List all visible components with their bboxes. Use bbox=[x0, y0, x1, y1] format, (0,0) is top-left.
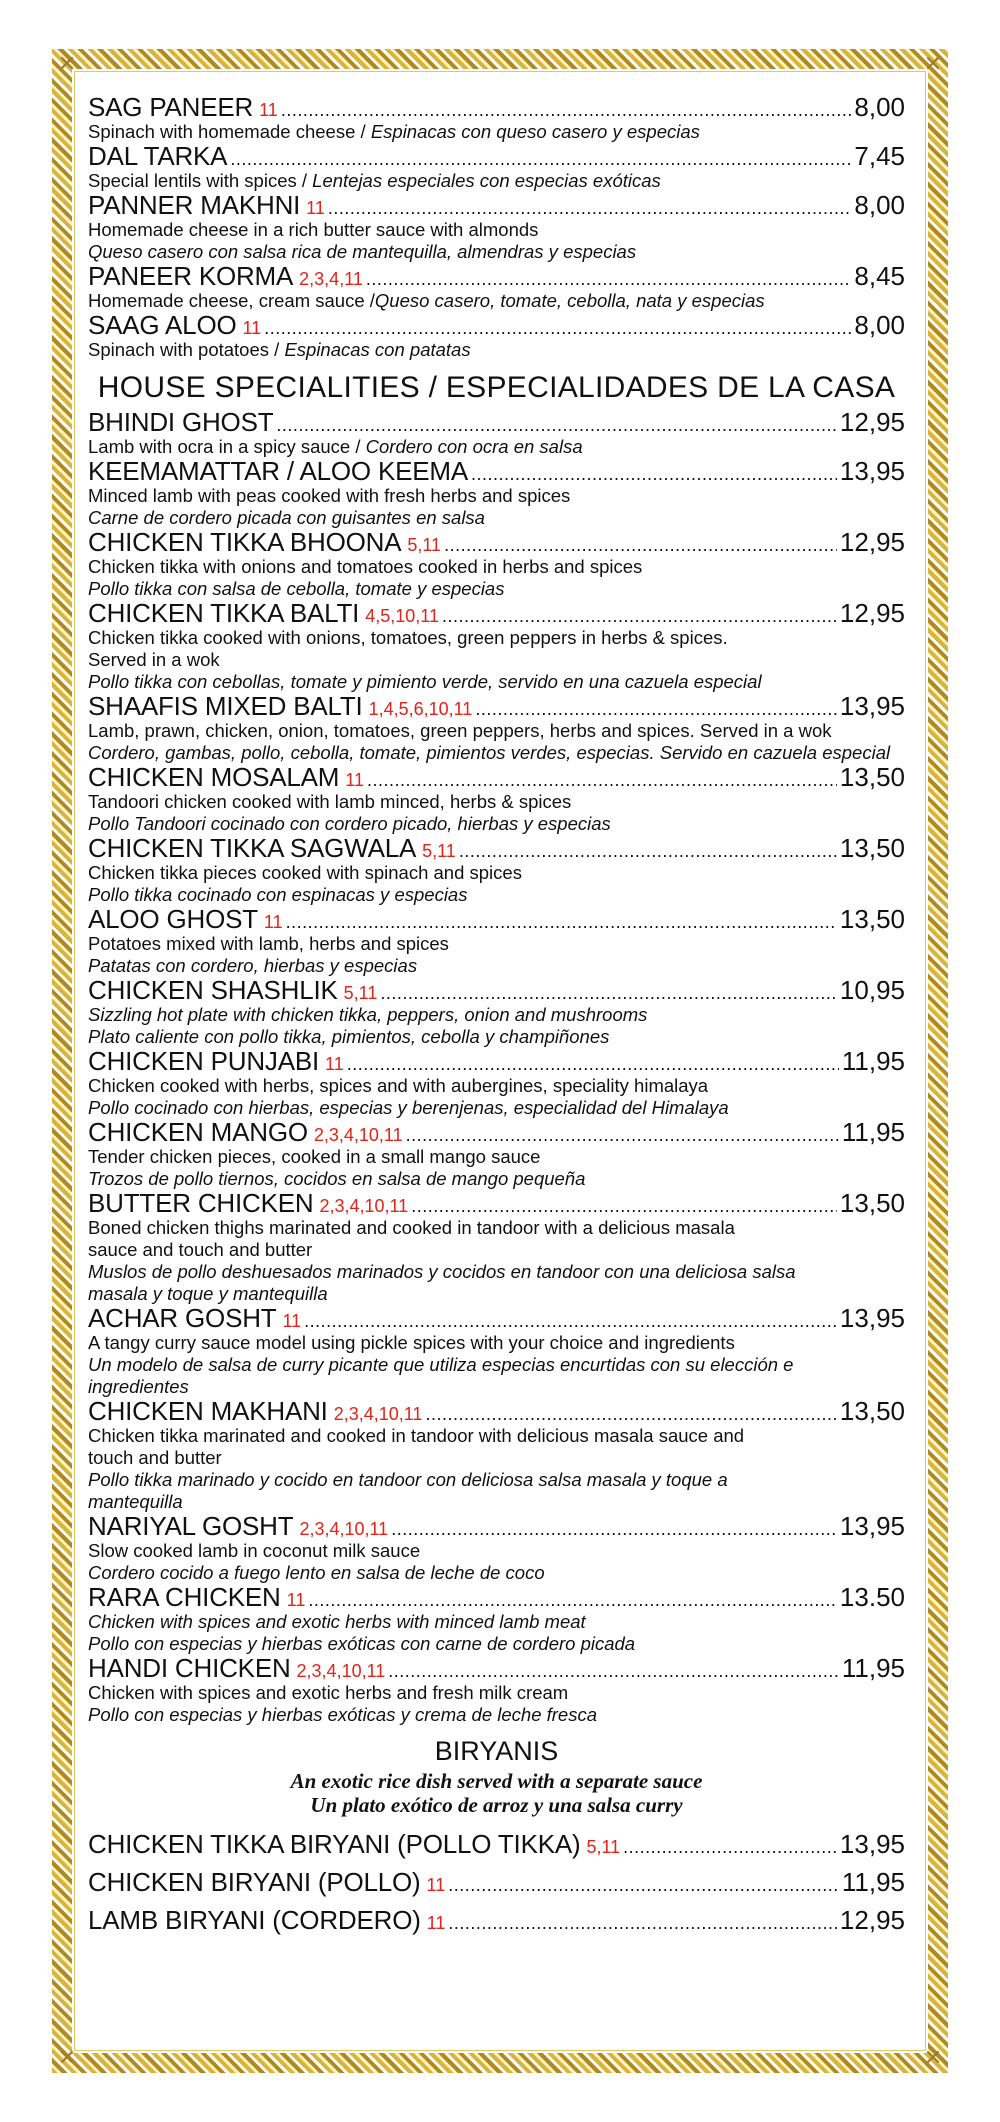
menu-item bbox=[88, 1863, 905, 1901]
dish-description bbox=[88, 339, 905, 361]
section-heading-house-specialities: HOUSE SPECIALITIES / ESPECIALIDADES DE LA CASA bbox=[97, 371, 896, 404]
description-en: Chicken tikka with onions and tomatoes cooked in herbs and spices bbox=[88, 556, 643, 577]
dish-description bbox=[88, 578, 905, 600]
dish-description bbox=[88, 1004, 905, 1026]
allergen-codes: 2,3,4,10,11 bbox=[299, 1519, 389, 1539]
dot-leader bbox=[448, 1866, 839, 1904]
dish-price: 8,45 bbox=[854, 261, 905, 291]
description-es: Queso casero con salsa rica de mantequilla, almendras y especias bbox=[88, 241, 637, 262]
dish-description bbox=[88, 436, 905, 458]
menu-item-line bbox=[88, 693, 905, 720]
dish-description bbox=[88, 1682, 905, 1704]
menu-item bbox=[88, 1398, 905, 1513]
description-es: Plato caliente con pollo tikka, pimientos, cebolla y champiñones bbox=[88, 1026, 610, 1047]
description-es: Muslos de pollo deshuesados marinados y cocidos en tandoor con una deliciosa salsa bbox=[88, 1261, 796, 1282]
menu-item-line bbox=[88, 192, 905, 219]
description-es: Carne de cordero picada con guisantes en salsa bbox=[88, 507, 485, 528]
menu-item bbox=[88, 600, 905, 693]
allergen-codes: 11 bbox=[306, 198, 325, 218]
description-en: Boned chicken thighs marinated and cooked in tandoor with a delicious masala bbox=[88, 1217, 735, 1238]
dot-leader bbox=[380, 980, 837, 1007]
menu-item-line bbox=[88, 977, 905, 1004]
dot-leader bbox=[366, 266, 852, 293]
description-en: Special lentils with spices / bbox=[88, 170, 313, 191]
description-es: Espinacas con patatas bbox=[284, 339, 471, 360]
menu-item bbox=[88, 409, 905, 458]
dot-leader bbox=[347, 1051, 839, 1078]
menu-item-line bbox=[88, 1305, 905, 1332]
allergen-codes: 11 bbox=[286, 1590, 306, 1610]
dish-description bbox=[88, 485, 905, 507]
dish-name: NARIYAL GOSHT bbox=[88, 1511, 294, 1541]
description-en: Served in a wok bbox=[88, 649, 220, 670]
dish-price: 12,95 bbox=[839, 527, 905, 557]
dish-description bbox=[88, 1633, 905, 1655]
dish-description bbox=[88, 862, 905, 884]
description-en: Tandoori chicken cooked with lamb minced, herbs & spices bbox=[88, 791, 572, 812]
menu-item bbox=[88, 458, 905, 529]
dish-description bbox=[88, 170, 905, 192]
dish-name: PANEER KORMA bbox=[88, 261, 294, 291]
dish-description bbox=[88, 121, 905, 143]
menu-item-line bbox=[88, 1825, 905, 1863]
menu-item-line bbox=[88, 1584, 905, 1611]
dish-description bbox=[88, 219, 905, 241]
dish-description bbox=[88, 1447, 905, 1469]
dish-name: HANDI CHICKEN bbox=[88, 1653, 291, 1683]
dish-description bbox=[88, 1261, 905, 1283]
dish-description bbox=[88, 241, 905, 263]
menu-item-line bbox=[88, 94, 905, 121]
menu-item bbox=[88, 529, 905, 600]
dish-name: CHICKEN TIKKA SAGWALA bbox=[88, 833, 417, 863]
dish-description bbox=[88, 813, 905, 835]
dot-leader bbox=[367, 767, 837, 794]
dish-price: 10,95 bbox=[839, 975, 905, 1005]
description-en: Homemade cheese, cream sauce / bbox=[88, 290, 375, 311]
dish-description bbox=[88, 507, 905, 529]
dish-price: 13,50 bbox=[839, 904, 905, 934]
menu-item-line bbox=[88, 1513, 905, 1540]
dish-description bbox=[88, 1332, 905, 1354]
dish-price: 11,95 bbox=[841, 1117, 905, 1147]
menu-content bbox=[88, 94, 905, 1939]
menu-item bbox=[88, 1048, 905, 1119]
allergen-codes: 2,3,4,10,11 bbox=[333, 1404, 423, 1424]
dish-price: 12,95 bbox=[839, 407, 905, 437]
menu-item-line bbox=[88, 1398, 905, 1425]
dish-description bbox=[88, 1469, 905, 1491]
description-es: Pollo tikka con salsa de cebolla, tomate y especias bbox=[88, 578, 505, 599]
menu-item-line bbox=[88, 764, 905, 791]
description-en: Chicken tikka cooked with onions, tomatoes, green peppers in herbs & spices. bbox=[88, 627, 728, 648]
dish-description bbox=[88, 884, 905, 906]
description-en: Chicken cooked with herbs, spices and with aubergines, speciality himalaya bbox=[88, 1075, 709, 1096]
dot-leader bbox=[388, 1658, 839, 1685]
allergen-codes: 4,5,10,11 bbox=[365, 606, 439, 626]
menu-item-line bbox=[88, 1863, 905, 1901]
description-es: ingredientes bbox=[88, 1376, 189, 1397]
dish-description bbox=[88, 649, 905, 671]
description-es: Pollo tikka cocinado con espinacas y especias bbox=[88, 884, 468, 905]
dish-price: 7,45 bbox=[854, 141, 905, 171]
allergen-codes: 5,11 bbox=[586, 1837, 621, 1857]
dish-name: CHICKEN MOSALAM bbox=[88, 762, 340, 792]
description-en: Lamb with ocra in a spicy sauce / bbox=[88, 436, 366, 457]
dot-leader bbox=[264, 315, 851, 342]
allergen-codes: 2,3,4,10,11 bbox=[319, 1196, 409, 1216]
description-en: Slow cooked lamb in coconut milk sauce bbox=[88, 1540, 421, 1561]
dish-name: CHICKEN TIKKA BHOONA bbox=[88, 527, 402, 557]
menu-item-line bbox=[88, 1901, 905, 1939]
menu-item bbox=[88, 977, 905, 1048]
dish-description bbox=[88, 1425, 905, 1447]
dish-name: ALOO GHOST bbox=[88, 904, 258, 934]
biryanis-list bbox=[88, 1825, 905, 1939]
menu-item bbox=[88, 906, 905, 977]
dish-name: CHICKEN SHASHLIK bbox=[88, 975, 338, 1005]
description-es: masala y toque y mantequilla bbox=[88, 1283, 328, 1304]
description-es: Lentejas especiales con especias exóticas bbox=[312, 170, 661, 191]
dish-description bbox=[88, 791, 905, 813]
dot-leader bbox=[281, 97, 852, 124]
dish-description bbox=[88, 1283, 905, 1305]
dish-name: CHICKEN PUNJABI bbox=[88, 1046, 320, 1076]
description-es: Trozos de pollo tiernos, cocidos en salsa de mango pequeña bbox=[88, 1168, 586, 1189]
description-es: Pollo tikka marinado y cocido en tandoor con deliciosa salsa masala y toque a bbox=[88, 1469, 728, 1490]
dish-price: 8,00 bbox=[854, 190, 905, 220]
corner-ornament-icon: ✕ bbox=[923, 2045, 943, 2070]
dot-leader bbox=[444, 532, 837, 559]
dish-description bbox=[88, 1168, 905, 1190]
dish-description bbox=[88, 1239, 905, 1261]
menu-item bbox=[88, 693, 905, 764]
menu-item-line bbox=[88, 529, 905, 556]
description-es: Pollo cocinado con hierbas, especias y berenjenas, especialidad del Himalaya bbox=[88, 1097, 729, 1118]
dish-description bbox=[88, 1097, 905, 1119]
dish-price: 11,95 bbox=[841, 1653, 905, 1683]
biryanis-subtitle-es: Un plato exótico de arroz y una salsa curry bbox=[310, 1793, 683, 1817]
section-heading-biryanis: BIRYANIS bbox=[434, 1736, 559, 1766]
dish-price: 13.50 bbox=[839, 1582, 905, 1612]
description-en: sauce and touch and butter bbox=[88, 1239, 313, 1260]
dish-name: SAAG ALOO bbox=[88, 310, 237, 340]
dot-leader bbox=[442, 603, 837, 630]
dish-name: CHICKEN MAKHANI bbox=[88, 1396, 328, 1426]
dish-name: LAMB BIRYANI (CORDERO) bbox=[88, 1905, 421, 1935]
description-en: Potatoes mixed with lamb, herbs and spices bbox=[88, 933, 449, 954]
dish-name: CHICKEN BIRYANI (POLLO) bbox=[88, 1867, 421, 1897]
allergen-codes: 11 bbox=[325, 1054, 344, 1074]
dish-name: KEEMAMATTAR / ALOO KEEMA bbox=[88, 456, 468, 486]
menu-item-line bbox=[88, 458, 905, 485]
dot-leader bbox=[623, 1828, 837, 1866]
dish-description bbox=[88, 1491, 905, 1513]
dot-leader bbox=[286, 909, 837, 936]
description-es: mantequilla bbox=[88, 1491, 183, 1512]
dot-leader bbox=[304, 1308, 837, 1335]
allergen-codes: 5,11 bbox=[422, 841, 456, 861]
description-en: Lamb, prawn, chicken, onion, tomatoes, green peppers, herbs and spices. Served in a wok bbox=[88, 720, 832, 741]
dish-price: 13,95 bbox=[839, 1511, 905, 1541]
description-es: Cordero con ocra en salsa bbox=[365, 436, 583, 457]
allergen-codes: 2,3,4,10,11 bbox=[296, 1661, 386, 1681]
menu-item bbox=[88, 1119, 905, 1190]
biryanis-subtitle-en: An exotic rice dish served with a separate sauce bbox=[290, 1769, 703, 1793]
dish-name: CHICKEN TIKKA BIRYANI (POLLO TIKKA) bbox=[88, 1829, 581, 1859]
dish-description bbox=[88, 1376, 905, 1398]
dish-description bbox=[88, 933, 905, 955]
dot-leader bbox=[459, 838, 837, 865]
dish-description bbox=[88, 1354, 905, 1376]
allergen-codes: 2,3,4,10,11 bbox=[313, 1125, 403, 1145]
menu-item bbox=[88, 94, 905, 143]
dish-description bbox=[88, 955, 905, 977]
menu-item bbox=[88, 312, 905, 361]
dot-leader bbox=[328, 195, 852, 222]
menu-item-line bbox=[88, 409, 905, 436]
allergen-codes: 11 bbox=[242, 318, 262, 338]
menu-item-line bbox=[88, 1119, 905, 1146]
dish-description bbox=[88, 1146, 905, 1168]
menu-item bbox=[88, 1305, 905, 1398]
dish-description bbox=[88, 1026, 905, 1048]
description-es: Cordero cocido a fuego lento en salsa de leche de coco bbox=[88, 1562, 545, 1583]
menu-item bbox=[88, 1901, 905, 1939]
dish-description bbox=[88, 1562, 905, 1584]
description-en: Spinach with homemade cheese / bbox=[88, 121, 371, 142]
dish-price: 8,00 bbox=[854, 92, 905, 122]
corner-ornament-icon: ✕ bbox=[57, 51, 77, 76]
menu-item bbox=[88, 1584, 905, 1655]
dish-price: 13,50 bbox=[839, 1396, 905, 1426]
dish-price: 11,95 bbox=[841, 1867, 905, 1897]
dish-price: 13,50 bbox=[839, 1188, 905, 1218]
dish-price: 8,00 bbox=[854, 310, 905, 340]
dish-price: 13,95 bbox=[839, 456, 905, 486]
corner-ornament-icon: ✕ bbox=[923, 51, 943, 76]
dot-leader bbox=[308, 1587, 837, 1614]
dish-price: 12,95 bbox=[839, 1905, 905, 1935]
dot-leader bbox=[471, 461, 837, 488]
allergen-codes: 5,11 bbox=[407, 535, 442, 555]
dish-description bbox=[88, 671, 905, 693]
description-es: Patatas con cordero, hierbas y especias bbox=[88, 955, 418, 976]
description-es: Pollo con especias y hierbas exóticas con carne de cordero picada bbox=[88, 1633, 636, 1654]
dish-name: CHICKEN TIKKA BALTI bbox=[88, 598, 360, 628]
dish-description bbox=[88, 1540, 905, 1562]
dish-description bbox=[88, 627, 905, 649]
dish-name: SHAAFIS MIXED BALTI bbox=[88, 691, 363, 721]
dish-price: 13,95 bbox=[839, 1829, 905, 1859]
menu-item bbox=[88, 143, 905, 192]
allergen-codes: 2,3,4,11 bbox=[299, 269, 363, 289]
dish-price: 13,95 bbox=[839, 1303, 905, 1333]
description-en: Chicken tikka pieces cooked with spinach and spices bbox=[88, 862, 522, 883]
description-en: Minced lamb with peas cooked with fresh herbs and spices bbox=[88, 485, 571, 506]
dot-leader bbox=[230, 146, 851, 173]
dot-leader bbox=[391, 1516, 837, 1543]
description-es: Espinacas con queso casero y especias bbox=[370, 121, 700, 142]
description-en: Chicken tikka marinated and cooked in tandoor with delicious masala sauce and bbox=[88, 1425, 745, 1446]
menu-item bbox=[88, 1190, 905, 1305]
menu-item bbox=[88, 1513, 905, 1584]
menu-item-line bbox=[88, 1048, 905, 1075]
dot-leader bbox=[475, 696, 837, 723]
dish-description bbox=[88, 720, 905, 742]
description-en: Chicken with spices and exotic herbs and fresh milk cream bbox=[88, 1682, 569, 1703]
menu-item bbox=[88, 192, 905, 263]
dish-description bbox=[88, 742, 905, 764]
allergen-codes: 11 bbox=[259, 100, 278, 120]
description-es: Sizzling hot plate with chicken tikka, peppers, onion and mushrooms bbox=[88, 1004, 648, 1025]
dish-name: SAG PANEER bbox=[88, 92, 254, 122]
corner-ornament-icon: ✕ bbox=[57, 2045, 77, 2070]
allergen-codes: 1,4,5,6,10,11 bbox=[368, 699, 473, 719]
dot-leader bbox=[448, 1904, 837, 1942]
dish-name: RARA CHICKEN bbox=[88, 1582, 281, 1612]
menu-item bbox=[88, 1655, 905, 1726]
allergen-codes: 5,11 bbox=[343, 983, 378, 1003]
dish-description bbox=[88, 1217, 905, 1239]
menu-item-line bbox=[88, 835, 905, 862]
dish-description bbox=[88, 1611, 905, 1633]
allergen-codes: 11 bbox=[282, 1311, 302, 1331]
description-es: Chicken with spices and exotic herbs with minced lamb meat bbox=[88, 1611, 586, 1632]
menu-item bbox=[88, 263, 905, 312]
menu-item-line bbox=[88, 600, 905, 627]
menu-item-line bbox=[88, 312, 905, 339]
menu-item-line bbox=[88, 906, 905, 933]
description-es: Cordero, gambas, pollo, cebolla, tomate, pimientos verdes, especias. Servido en cazuela especial bbox=[88, 742, 891, 763]
dish-description bbox=[88, 1075, 905, 1097]
menu-item bbox=[88, 1825, 905, 1863]
dish-name: ACHAR GOSHT bbox=[88, 1303, 277, 1333]
dish-price: 13,50 bbox=[839, 833, 905, 863]
description-en: Tender chicken pieces, cooked in a small mango sauce bbox=[88, 1146, 541, 1167]
dish-name: BUTTER CHICKEN bbox=[88, 1188, 314, 1218]
allergen-codes: 11 bbox=[345, 770, 364, 790]
dish-name: BHINDI GHOST bbox=[88, 407, 274, 437]
allergen-codes: 11 bbox=[426, 1913, 446, 1933]
menu-item-line bbox=[88, 263, 905, 290]
description-en: A tangy curry sauce model using pickle spices with your choice and ingredients bbox=[88, 1332, 735, 1353]
description-es: Queso casero, tomate, cebolla, nata y especias bbox=[374, 290, 765, 311]
vegetable-dishes-list bbox=[88, 94, 905, 361]
description-en: Spinach with potatoes / bbox=[88, 339, 285, 360]
description-en: Homemade cheese in a rich butter sauce with almonds bbox=[88, 219, 539, 240]
dish-price: 13,95 bbox=[839, 691, 905, 721]
dish-price: 11,95 bbox=[841, 1046, 905, 1076]
menu-item bbox=[88, 764, 905, 835]
dot-leader bbox=[276, 412, 837, 439]
description-es: Pollo con especias y hierbas exóticas y crema de leche fresca bbox=[88, 1704, 598, 1725]
dish-price: 12,95 bbox=[839, 598, 905, 628]
dot-leader bbox=[425, 1401, 836, 1428]
menu-item-line bbox=[88, 1190, 905, 1217]
description-es: Un modelo de salsa de curry picante que utiliza especias encurtidas con su elección e bbox=[88, 1354, 794, 1375]
dish-name: PANNER MAKHNI bbox=[88, 190, 301, 220]
dish-description bbox=[88, 1704, 905, 1726]
dot-leader bbox=[406, 1122, 839, 1149]
menu-item-line bbox=[88, 1655, 905, 1682]
description-es: Pollo tikka con cebollas, tomate y pimiento verde, servido en una cazuela especial bbox=[88, 671, 762, 692]
dot-leader bbox=[411, 1193, 837, 1220]
allergen-codes: 11 bbox=[426, 1875, 446, 1895]
description-en: touch and butter bbox=[88, 1447, 222, 1468]
menu-item bbox=[88, 835, 905, 906]
dish-name: DAL TARKA bbox=[88, 141, 228, 171]
allergen-codes: 11 bbox=[263, 912, 283, 932]
dish-price: 13,50 bbox=[839, 762, 905, 792]
menu-item-line bbox=[88, 143, 905, 170]
house-specialities-list bbox=[88, 409, 905, 1726]
description-es: Pollo Tandoori cocinado con cordero picado, hierbas y especias bbox=[88, 813, 611, 834]
dish-description bbox=[88, 556, 905, 578]
dish-name: CHICKEN MANGO bbox=[88, 1117, 308, 1147]
dish-description bbox=[88, 290, 905, 312]
